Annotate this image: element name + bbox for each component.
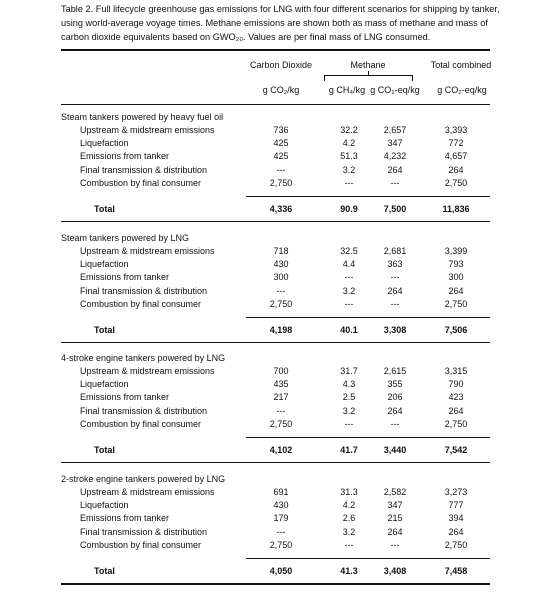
cell-ch4-eq: --- [390,272,400,283]
total-ch4: 40.1 [340,325,358,335]
cell-co2: 736 [273,125,289,135]
cell-ch4-eq: 264 [387,526,403,537]
cell-ch4-eq: --- [390,177,400,188]
section-title: 2-stroke engine tankers powered by LNG [61,474,226,484]
cell-ch4: --- [344,298,354,309]
cell-co2: 718 [273,246,289,256]
cell-total: 264 [448,164,464,175]
cell-ch4: 3.2 [342,164,356,175]
section-title: Steam tankers powered by heavy fuel oil [61,112,224,122]
cell-total: 793 [448,259,464,270]
cell-co2: --- [276,526,286,537]
section-title: 4-stroke engine tankers powered by LNG [61,353,226,363]
cell-ch4: 2.6 [342,513,356,524]
row-label: Upstream & midstream emissions [80,125,215,135]
total-label: Total [94,445,115,455]
total-ch4: 90.9 [340,204,358,214]
cell-co2: 2,750 [269,539,293,550]
cell-ch4-eq: 355 [387,379,403,390]
cell-ch4-eq: 264 [387,285,403,296]
total-label: Total [94,325,115,335]
total-ch4: 41.7 [340,445,358,455]
cell-ch4-eq: 2,681 [383,246,407,256]
row-label: Combustion by final consumer [80,539,202,550]
table-top-rule [61,49,490,51]
cell-ch4-eq: 264 [387,405,403,416]
cell-co2: 430 [273,259,289,270]
total-co2: 4,050 [269,566,293,576]
cell-ch4: 32.2 [340,125,358,135]
section-bottom-rule [61,462,490,463]
cell-ch4-eq: --- [390,418,400,429]
cell-total: 772 [448,138,464,149]
cell-ch4-eq: 215 [387,513,403,524]
row-label: Upstream & midstream emissions [80,246,215,256]
cell-ch4-eq: --- [390,539,400,550]
cell-ch4: --- [344,272,354,283]
cell-ch4-eq: --- [390,298,400,309]
cell-total: 264 [448,285,464,296]
cell-co2: 2,750 [269,418,293,429]
cell-ch4-eq: 2,582 [383,487,407,497]
cell-ch4-eq: 363 [387,259,403,270]
header-co2: Carbon Dioxide [249,60,313,70]
total-ch4-eq: 3,408 [383,566,407,576]
methane-bracket-center [368,71,369,76]
total-combined: 7,458 [444,566,468,576]
section-bottom-rule [61,342,490,343]
row-label: Upstream & midstream emissions [80,487,215,497]
methane-bracket-left [324,75,325,81]
cell-ch4-eq: 4,232 [383,151,407,162]
cell-total: 394 [448,513,464,524]
row-label: Liquefaction [80,379,129,390]
cell-co2: 430 [273,500,289,511]
cell-co2: 2,750 [269,177,293,188]
total-ch4-eq: 7,500 [383,204,407,214]
cell-total: 300 [448,272,464,283]
cell-total: 777 [448,500,464,511]
cell-ch4: 51.3 [340,151,358,162]
cell-co2: --- [276,405,286,416]
cell-ch4: --- [344,418,354,429]
section-bottom-rule [61,583,490,585]
cell-total: 423 [448,392,464,403]
cell-total: 790 [448,379,464,390]
cell-co2: 217 [273,392,289,403]
cell-ch4: 4.2 [342,138,356,149]
cell-total: 2,750 [444,418,468,429]
row-label: Emissions from tanker [80,513,170,524]
header-methane: Methane [350,60,386,70]
cell-ch4: --- [344,177,354,188]
cell-co2: 2,750 [269,298,293,309]
methane-bracket-right [412,75,413,81]
cell-ch4: 3.2 [342,405,356,416]
cell-total: 2,750 [444,177,468,188]
row-label: Final transmission & distribution [80,526,208,537]
cell-co2: 425 [273,151,289,162]
cell-co2: 179 [273,513,289,524]
cell-total: 3,399 [444,246,468,256]
row-label: Combustion by final consumer [80,177,202,188]
row-label: Emissions from tanker [80,272,170,283]
total-label: Total [94,566,115,576]
unit-combined: g CO₂-eq/kg [437,85,487,95]
cell-co2: --- [276,164,286,175]
total-ch4-eq: 3,440 [383,445,407,455]
cell-co2: 691 [273,487,289,497]
row-label: Liquefaction [80,259,129,270]
cell-total: 264 [448,526,464,537]
total-ch4: 41.3 [340,566,358,576]
cell-ch4: 31.3 [340,487,358,497]
cell-total: 3,273 [444,487,468,497]
cell-total: 3,315 [444,366,468,376]
total-separator [246,558,490,559]
section-bottom-rule [61,221,490,222]
row-label: Combustion by final consumer [80,418,202,429]
cell-ch4: 2.5 [342,392,356,403]
total-co2: 4,336 [269,204,293,214]
cell-ch4: 4.2 [342,500,356,511]
row-label: Final transmission & distribution [80,405,208,416]
section-title: Steam tankers powered by LNG [61,233,190,243]
cell-ch4-eq: 2,615 [383,366,407,376]
total-separator [246,196,490,197]
header-combined: Total combined [430,60,492,70]
cell-total: 4,657 [444,151,468,162]
cell-ch4: 32.5 [340,246,358,256]
total-separator [246,437,490,438]
total-combined: 7,542 [444,445,468,455]
cell-ch4-eq: 347 [387,500,403,511]
unit-ch4: g CH₄/kg [328,85,366,95]
cell-ch4: 31.7 [340,366,358,376]
cell-ch4: 3.2 [342,526,356,537]
cell-co2: --- [276,285,286,296]
row-label: Liquefaction [80,138,129,149]
unit-co2: g CO₂/kg [262,85,300,95]
row-label: Emissions from tanker [80,392,170,403]
cell-ch4: 4.3 [342,379,356,390]
cell-total: 264 [448,405,464,416]
total-label: Total [94,204,115,214]
cell-co2: 700 [273,366,289,376]
cell-ch4-eq: 2,657 [383,125,407,135]
total-combined: 7,506 [444,325,468,335]
cell-ch4-eq: 347 [387,138,403,149]
cell-ch4: 3.2 [342,285,356,296]
total-ch4-eq: 3,308 [383,325,407,335]
total-separator [246,317,490,318]
total-co2: 4,102 [269,445,293,455]
cell-co2: 425 [273,138,289,149]
table-caption: Table 2. Full lifecycle greenhouse gas emissions for LNG with four different scenarios for shipping by tanker, using world-average voyage times. Methane emissions are shown both as mass of methane and mass of carbon dioxide equivalents based on GWO₂₀. Values are per final mass of LNG consumed. [61,4,500,42]
cell-ch4: --- [344,539,354,550]
row-label: Final transmission & distribution [80,164,208,175]
cell-total: 2,750 [444,539,468,550]
cell-ch4-eq: 264 [387,164,403,175]
total-combined: 11,836 [442,204,470,214]
row-label: Combustion by final consumer [80,298,202,309]
cell-co2: 300 [273,272,289,283]
total-co2: 4,198 [269,325,293,335]
cell-co2: 435 [273,379,289,390]
cell-ch4-eq: 206 [387,392,403,403]
row-label: Emissions from tanker [80,151,170,162]
cell-total: 2,750 [444,298,468,309]
unit-ch4-eq: g CO₂-eq/kg [370,85,420,95]
row-label: Liquefaction [80,500,129,511]
row-label: Final transmission & distribution [80,285,208,296]
header-bottom-rule [61,104,490,105]
cell-total: 3,393 [444,125,468,135]
cell-ch4: 4.4 [342,259,356,270]
row-label: Upstream & midstream emissions [80,366,215,376]
